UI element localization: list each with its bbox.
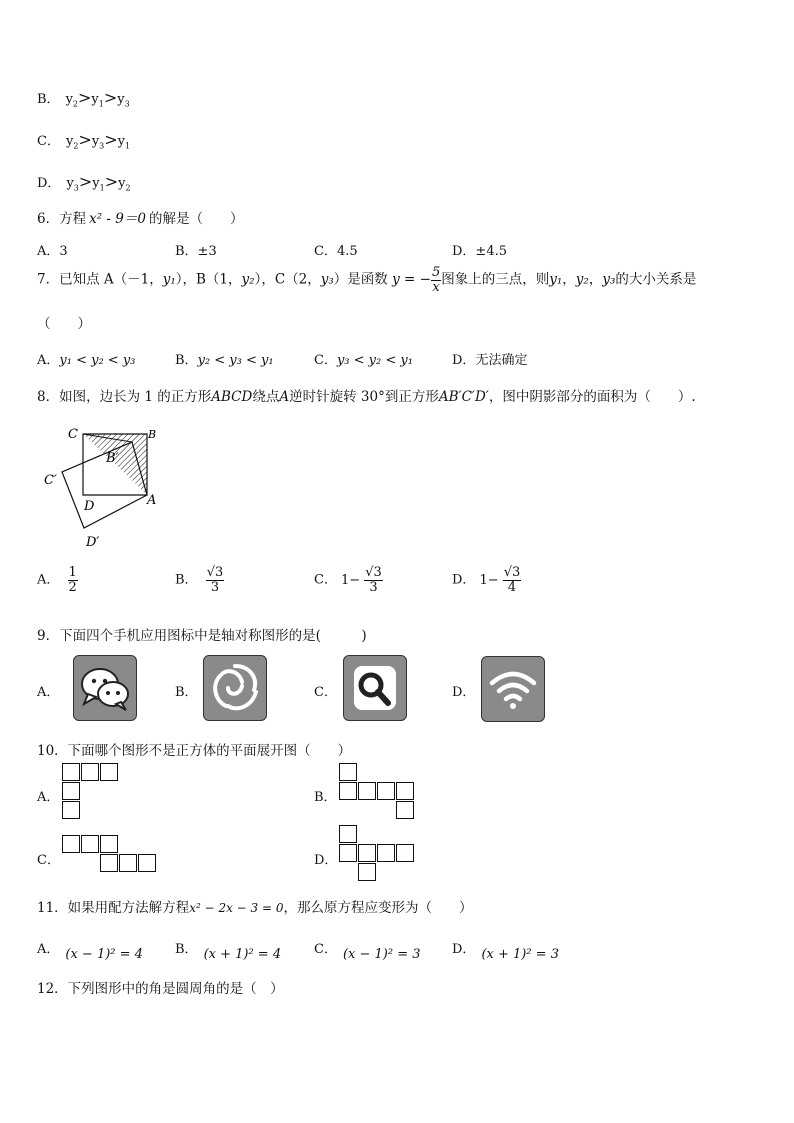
q7-option-a: A．y₁ < y₂ < y₃ (37, 353, 136, 368)
q8-label: C′ (44, 473, 57, 488)
q8-option-d: D． 1− $\frac{√3}{4}$ (452, 565, 521, 595)
wifi-icon (481, 656, 545, 722)
q6-option-d: D．±4.5 (452, 244, 507, 259)
q5-option-b: B． $y_2>y_1>y_3$ (37, 88, 130, 109)
q6-option-b: B．±3 (175, 244, 217, 259)
q8-label: B′ (106, 451, 119, 466)
q8-label: A (147, 493, 157, 508)
q7-option-b: B．y₂ < y₃ < y₁ (175, 353, 274, 368)
q8-label: C (68, 427, 78, 442)
q7-option-d: D．无法确定 (452, 353, 528, 368)
q12-stem: 12．下列图形中的角是圆周角的是（ ） (37, 981, 284, 997)
q6-option-a: A．3 (37, 244, 68, 259)
q7-paren: （ ） (37, 316, 91, 332)
q8-label: D (84, 499, 95, 514)
q10-label-c: C． (37, 853, 60, 868)
q7-stem: 7．已知点 A（－1，y₁），B（1，y₂），C（2，y₃）是函数 y = − $\frac{5}{x}$ 图象上的三点，则y₁，y₂，y₃的大小关系是 (37, 265, 697, 295)
q8-option-a: A． $\frac{1}{2}$ (37, 565, 77, 595)
q9-label-b: B． (175, 685, 198, 700)
q8-option-c: C． 1− $\frac{√3}{3}$ (314, 565, 382, 595)
q11-option-b: B． (x + 1)² = 4 (175, 942, 282, 962)
q11-option-d: D． (x + 1)² = 3 (452, 942, 559, 962)
q9-label-d: D． (452, 685, 476, 700)
q6-stem: 6．方程 x² - 9＝0 的解是（ ） (37, 211, 244, 227)
q11-option-c: C． (x − 1)² = 3 (314, 942, 421, 962)
q8-figure (40, 420, 170, 555)
q8-stem: 8．如图，边长为 1 的正方形ABCD绕点A逆时针旋转 30°到正方形AB′C′D′，图中阴影部分的面积为（ ）. (37, 389, 696, 405)
q8-option-b: B． $\frac{√3}{3}$ (175, 565, 224, 595)
q10-label-a: A． (37, 790, 60, 805)
chat-bubbles-icon (73, 655, 137, 721)
magnifier-icon (343, 655, 407, 721)
q8-label: D′ (86, 535, 100, 550)
swirl-icon (203, 655, 267, 721)
q5-option-c: C． $y_2>y_3>y_1$ (37, 130, 131, 151)
q9-label-a: A． (37, 685, 60, 700)
q6-option-c: C．4.5 (314, 244, 358, 259)
q9-stem: 9．下面四个手机应用图标中是轴对称图形的是( ) (37, 628, 367, 644)
q9-label-c: C． (314, 685, 337, 700)
q10-label-b: B． (314, 790, 337, 805)
q5-option-d: D． $y_3>y_1>y_2$ (37, 172, 131, 193)
q11-stem: 11．如果用配方法解方程x² − 2x − 3 = 0，那么原方程应变形为（ ） (37, 900, 473, 916)
q8-label: B (148, 428, 157, 441)
q11-option-a: A． (x − 1)² = 4 (37, 942, 143, 962)
q10-label-d: D． (314, 853, 338, 868)
q7-option-c: C．y₃ < y₂ < y₁ (314, 353, 413, 368)
q10-stem: 10．下面哪个图形不是正方体的平面展开图（ ） (37, 743, 352, 759)
